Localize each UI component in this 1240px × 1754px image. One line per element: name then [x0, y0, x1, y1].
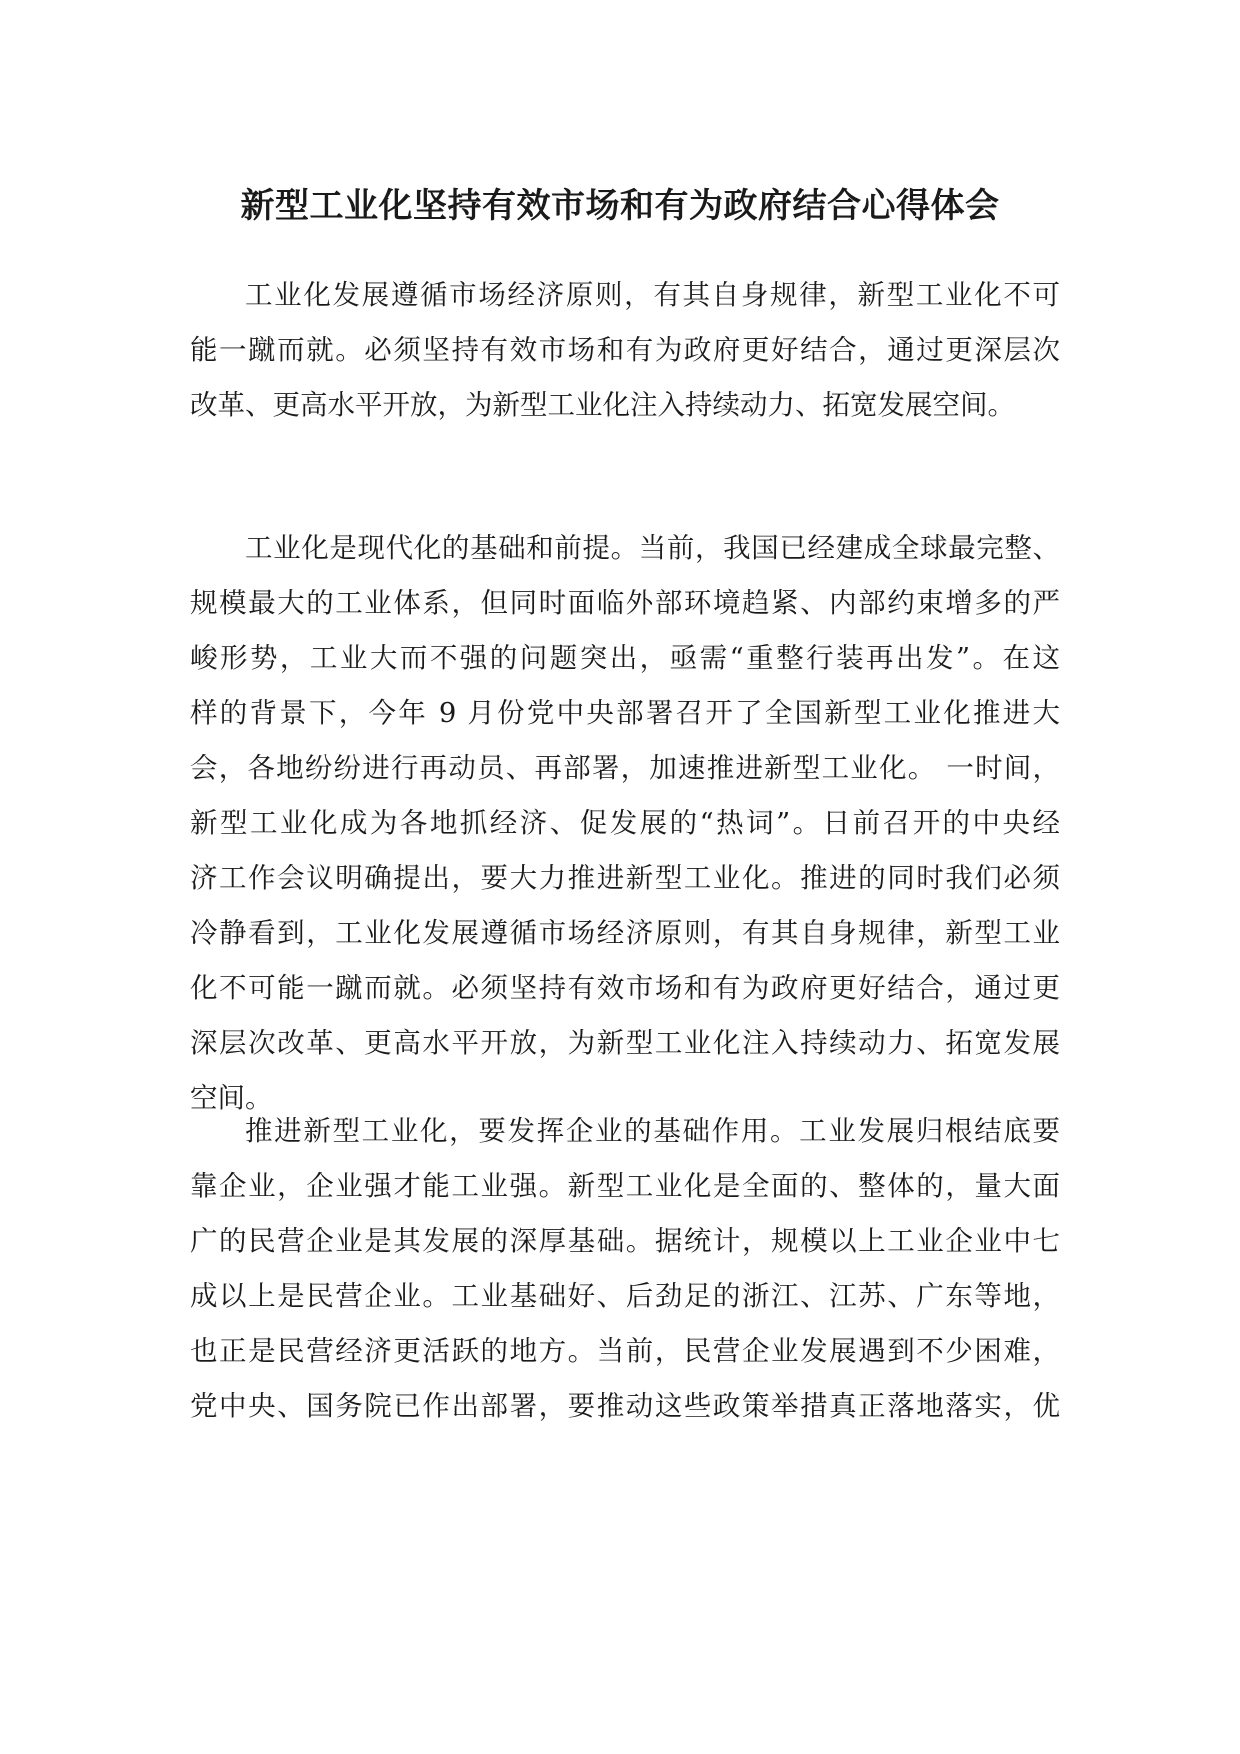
- paragraph-line: 广的民营企业是其发展的深厚基础。据统计，规模以上工业企业中七: [190, 1225, 1060, 1257]
- paragraph-line: 也正是民营经济更活跃的地方。当前，民营企业发展遇到不少困难，: [190, 1335, 1060, 1367]
- paragraph-1: [190, 268, 1060, 433]
- paragraph-line: 成以上是民营企业。工业基础好、后劲足的浙江、江苏、广东等地，: [190, 1280, 1060, 1312]
- paragraph-line: 推进新型工业化，要发挥企业的基础作用。工业发展归根结底要: [245, 1115, 1060, 1147]
- paragraph-line: 济工作会议明确提出，要大力推进新型工业化。推进的同时我们必须: [190, 862, 1060, 894]
- paragraph-line: 化不可能一蹴而就。必须坚持有效市场和有为政府更好结合，通过更: [190, 972, 1060, 1004]
- paragraph-line: 靠企业，企业强才能工业强。新型工业化是全面的、整体的，量大面: [190, 1170, 1060, 1202]
- paragraph-line: 峻形势，工业大而不强的问题突出，亟需“重整行装再出发”。在这: [190, 642, 1060, 674]
- paragraph-line: 空间。: [190, 1082, 273, 1114]
- paragraph-3: [190, 1104, 1060, 1434]
- paragraph-line: 规模最大的工业体系，但同时面临外部环境趋紧、内部约束增多的严: [190, 587, 1060, 619]
- paragraph-line: 冷静看到，工业化发展遵循市场经济原则，有其自身规律，新型工业: [190, 917, 1060, 949]
- paragraph-line: 深层次改革、更高水平开放，为新型工业化注入持续动力、拓宽发展: [190, 1027, 1060, 1059]
- paragraph-line: 新型工业化成为各地抓经济、促发展的“热词”。日前召开的中央经: [190, 807, 1060, 839]
- paragraph-line: 会，各地纷纷进行再动员、再部署，加速推进新型工业化。 一时间，: [190, 752, 1060, 784]
- paragraph-2: [190, 521, 1060, 1126]
- paragraph-line: 工业化发展遵循市场经济原则，有其自身规律，新型工业化不可: [245, 279, 1060, 311]
- paragraph-line: 党中央、国务院已作出部署，要推动这些政策举措真正落地落实，优: [190, 1390, 1060, 1422]
- document-title: 新型工业化坚持有效市场和有为政府结合心得体会: [240, 186, 1000, 226]
- paragraph-line: 改革、更高水平开放，为新型工业化注入持续动力、拓宽发展空间。: [190, 389, 1015, 421]
- paragraph-line: 样的背景下，今年 9 月份党中央部署召开了全国新型工业化推进大: [190, 697, 1060, 729]
- paragraph-line: 工业化是现代化的基础和前提。当前，我国已经建成全球最完整、: [245, 532, 1060, 564]
- paragraph-line: 能一蹴而就。必须坚持有效市场和有为政府更好结合，通过更深层次: [190, 334, 1060, 366]
